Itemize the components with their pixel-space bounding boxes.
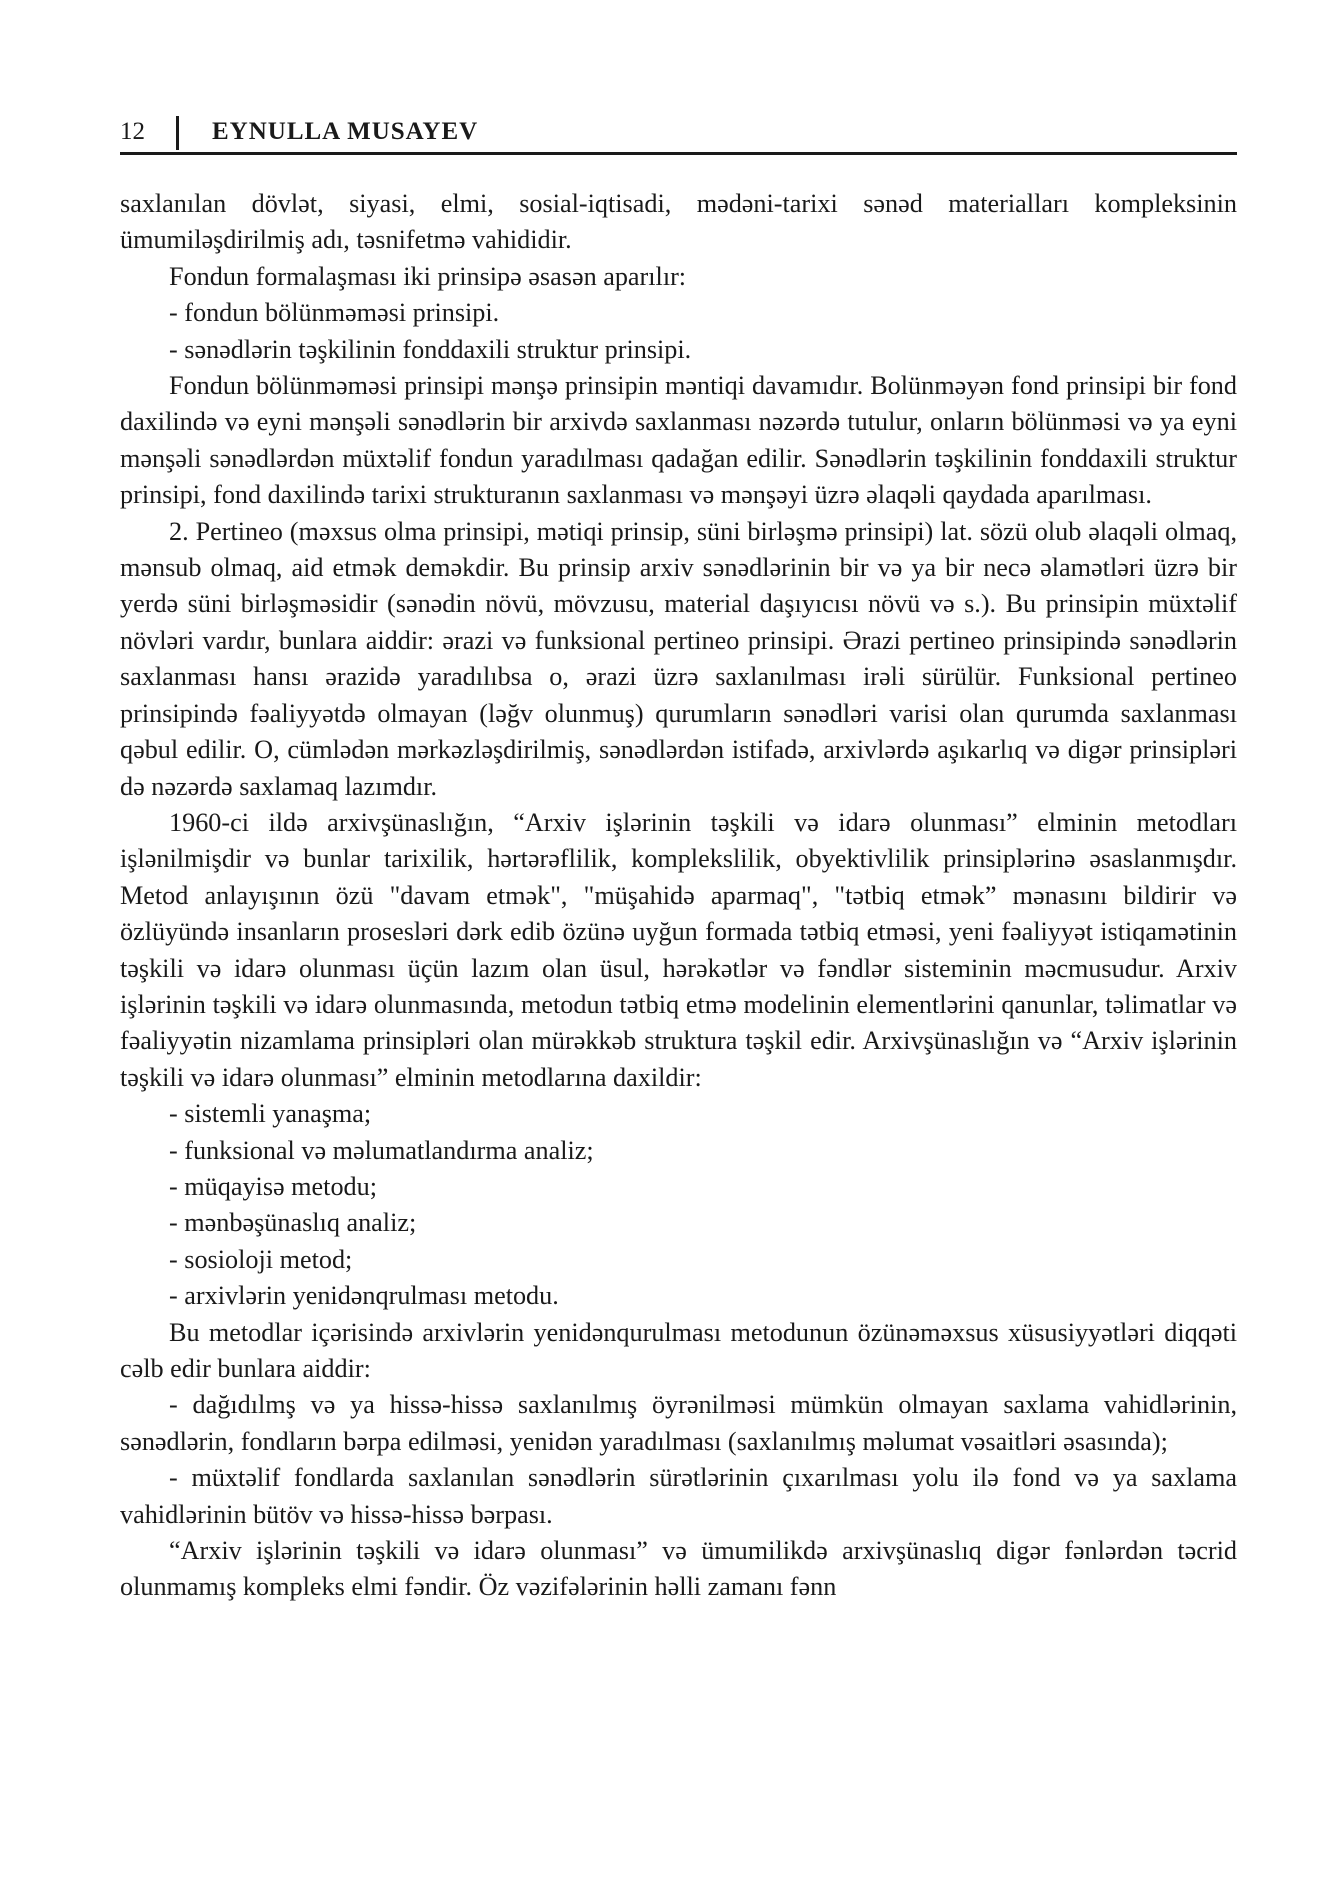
list-item: - sənədlərin təşkilinin fonddaxili struktur prinsipi. xyxy=(169,334,692,364)
list-item: - fondun bölünməməsi prinsipi. xyxy=(169,298,500,328)
paragraph-2: Fondun formalaşması iki prinsipə əsasən aparılır: xyxy=(169,261,687,291)
list-item: - arxivlərin yenidənqrulması metodu. xyxy=(169,1281,559,1311)
body-text xyxy=(120,186,1237,1606)
paragraph-6: Bu metodlar içərisində arxivlərin yenidənqurulması metodunun özünəməxsus xüsusiyyətləri diqqəti cəlb edir bunlara aiddir: xyxy=(120,1317,1237,1383)
paragraph-9: “Arxiv işlərinin təşkili və idarə olunması” və ümumilikdə arxivşünaslıq digər fənlərdən təcrid olunmamış kompleks elmi fəndir. Öz vəzifələrinin həlli zamanı fənn xyxy=(120,1536,1237,1602)
list-item: - sosioloji metod; xyxy=(169,1244,353,1274)
paragraph-7: - dağıdılmş və ya hissə-hissə saxlanılmış öyrənilməsi mümkün olmayan saxlama vahidlərinin, sənədlərin, fondların bərpa edilməsi, yenidən yaradılması (saxlanılmış məlumat vəsaitləri əsasında); xyxy=(120,1390,1237,1456)
page-header xyxy=(120,112,1237,155)
paragraph-5: 1960-ci ildə arxivşünaslığın, “Arxiv işlərinin təşkili və idarə olunması” elminin metodları işlənilmişdir və bunlar tarixilik, hərtərəflilik, komplekslilik, obyektivlilik prinsiplərinə əsaslanmışdır. Metod anlayışının özü "davam etmək", "müşahidə aparmaq", "tətbiq etmək” mənasını bildirir və özlüyündə insanların prosesləri dərk edib özünə uyğun formada tətbiq etməsi, yeni fəaliyyət istiqamətinin təşkili və idarə olunması üçün lazım olan üsul, hərəkətlər və fəndlər sisteminin məcmusudur. Arxiv işlərinin təşkili və idarə olunmasında, metodun tətbiq etmə modelinin elementlərini qanunlar, təlimatlar və fəaliyyətin nizamlama prinsipləri olan mürəkkəb struktura təşkil edir. Arxivşünaslığın və “Arxiv işlərinin təşkili və idarə olunması” elminin metodlarına daxildir: xyxy=(120,807,1237,1092)
paragraph-8: - müxtəlif fondlarda saxlanılan sənədlərin sürətlərinin çıxarılması yolu ilə fond və ya saxlama vahidlərinin bütöv və hissə-hissə bərpası. xyxy=(120,1463,1237,1529)
paragraph-4: 2. Pertineo (məxsus olma prinsipi, mətiqi prinsip, süni birləşmə prinsipi) lat. sözü olub əlaqəli olmaq, mənsub olmaq, aid etmək deməkdir. Bu prinsip arxiv sənədlərinin bir və ya bir necə əlamətləri üzrə bir yerdə süni birləşməsidir (sənədin növü, mövzusu, material daşıyıcısı növü və s.). Bu prinsipin müxtəlif növləri vardır, bunlara aiddir: ərazi və funksional pertineo prinsipi. Ərazi pertineo prinsipində sənədlərin saxlanması hansı ərazidə yaradılıbsa o, ərazi üzrə saxlanılması irəli sürülür. Funksional pertineo prinsipində fəaliyyətdə olmayan (ləğv olunmuş) qurumların sənədləri varisi olan qurumda saxlanması qəbul edilir. O, cümlədən mərkəzləşdirilmiş, sənədlərdən istifadə, arxivlərdə aşıkarlıq və digər prinsipləri də nəzərdə saxlamaq lazımdır. xyxy=(120,516,1237,801)
paragraph-1: saxlanılan dövlət, siyasi, elmi, sosial-iqtisadi, mədəni-tarixi sənəd materialları kompleksinin ümumiləşdirilmiş adı, təsnifetmə vahididir. xyxy=(120,189,1237,255)
header-separator xyxy=(176,116,179,150)
list-item: - müqayisə metodu; xyxy=(169,1171,378,1201)
paragraph-3: Fondun bölünməməsi prinsipi mənşə prinsipin məntiqi davamıdır. Bolünməyən fond prinsipi bir fond daxilində və eyni mənşəli sənədlərin bir arxivdə saxlanması nəzərdə tutulur, onların bölünməsi və ya eyni mənşəli sənədlərdən müxtəlif fondun yaradılması qadağan edilir. Sənədlərin təşkilinin fonddaxili struktur prinsipi, fond daxilində tarixi strukturanın saxlanması və mənşəyi üzrə əlaqəli qaydada aparılması. xyxy=(120,371,1237,510)
running-head: EYNULLA MUSAYEV xyxy=(212,118,479,145)
list-item: - funksional və məlumatlandırma analiz; xyxy=(169,1135,594,1165)
page-number: 12 xyxy=(120,118,145,145)
list-item: - sistemli yanaşma; xyxy=(169,1099,372,1129)
list-item: - mənbəşünaslıq analiz; xyxy=(169,1208,417,1238)
